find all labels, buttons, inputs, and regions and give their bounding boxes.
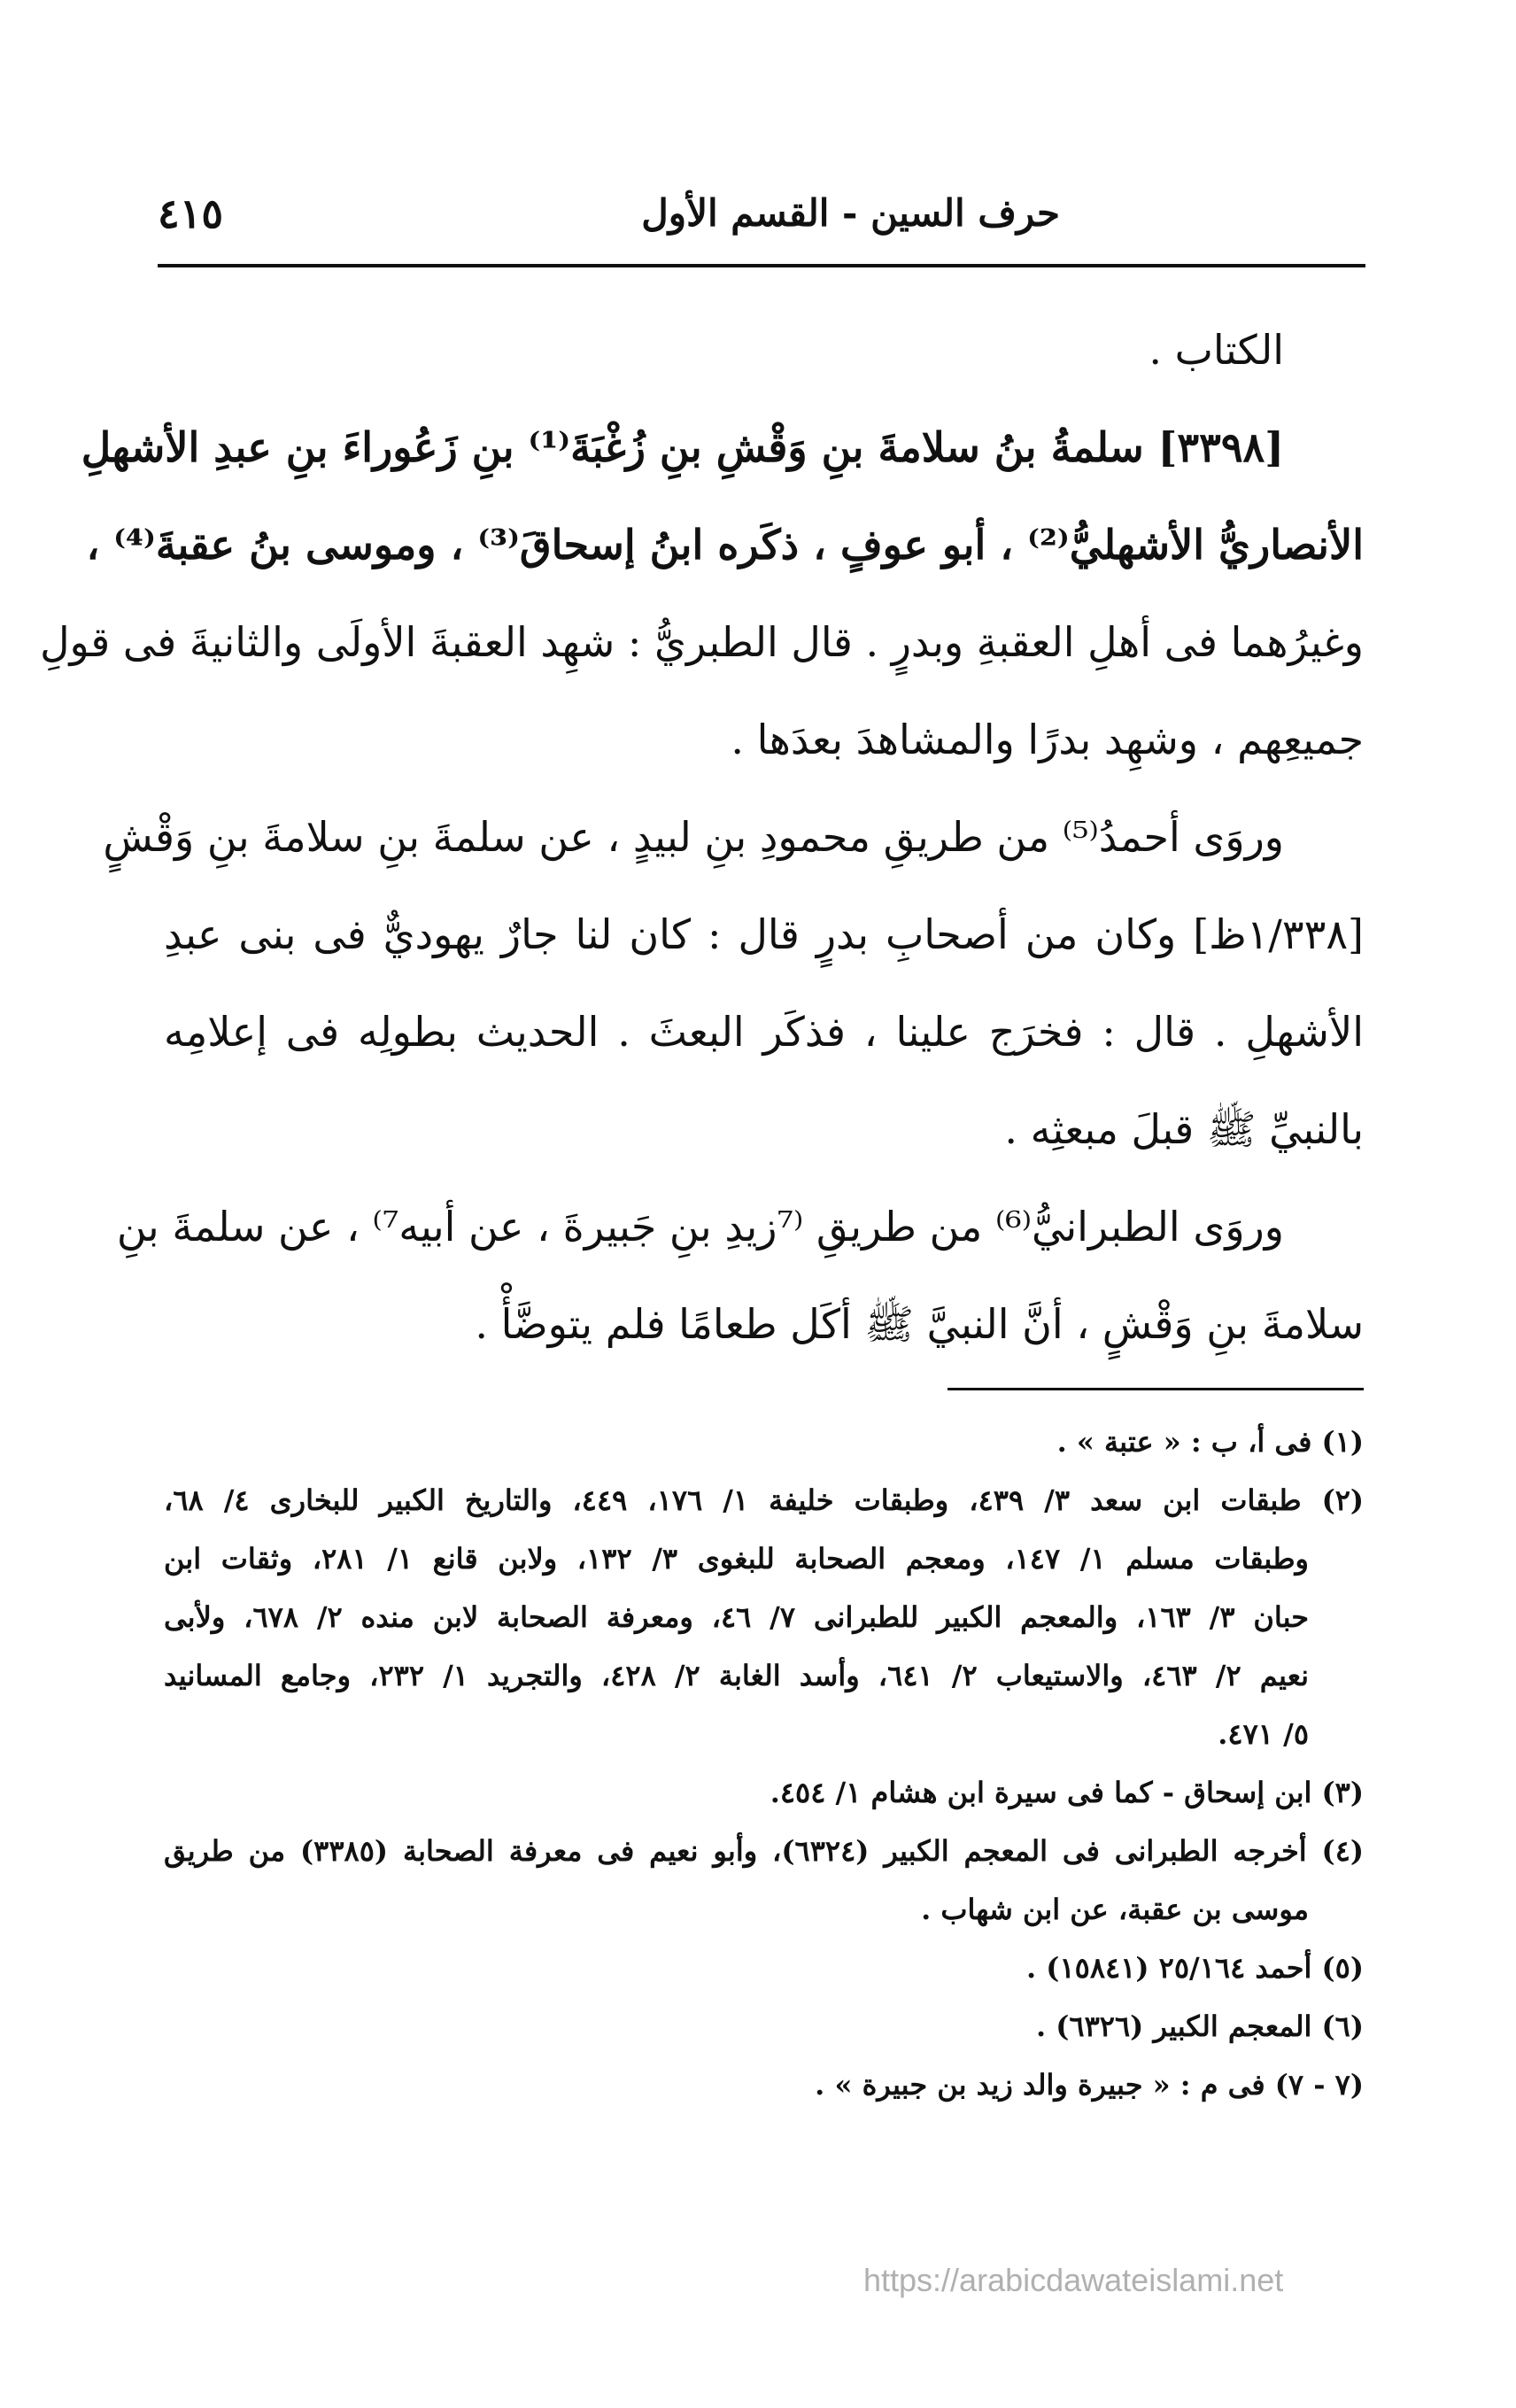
text-line: بالنبيِّ ﷺ قبلَ مبعثِه . [1004, 1105, 1364, 1153]
footnote-line: وطبقات مسلم ١/ ١٤٧، ومعجم الصحابة للبغوى ٣/ ١٣٢، ولابن قانع ١/ ٢٨١، وثقات ابن [164, 1542, 1309, 1576]
text-line: وروَى أحمدُ⁽⁵⁾ من طريقِ محمودِ بنِ لبيدٍ ، عن سلمةَ بنِ سلامةَ بنِ وَقْشٍ [103, 813, 1284, 861]
header-rule [158, 264, 1365, 267]
footnote-line: (٦) المعجم الكبير (٦٣٢٦) . [1035, 2009, 1364, 2043]
footnote-rule [948, 1388, 1364, 1390]
footnote-line: (٧ - ٧) فى م : « جبيرة والد زيد بن جبيرة » . [815, 2068, 1364, 2102]
text-line: الكتاب . [1149, 326, 1284, 374]
footnote-line: (٢) طبقات ابن سعد ٣/ ٤٣٩، وطبقات خليفة ١/ ١٧٦، ٤٤٩، والتاريخ الكبير للبخارى ٤/ ٦٨، [164, 1483, 1365, 1517]
text-line: سلامةَ بنِ وَقْشٍ ، أنَّ النبيَّ ﷺ أكَل طعامًا فلم يتوضَّأْ . [475, 1300, 1364, 1348]
text-line: [١/٣٣٨ظ] وكان من أصحابِ بدرٍ قال : كان لنا جارٌ يهوديٌّ فى بنى عبدِ [164, 910, 1364, 958]
text-line: جميعِهم ، وشهِد بدرًا والمشاهدَ بعدَها . [731, 716, 1364, 763]
text-line: وروَى الطبرانيُّ⁽⁶⁾ من طريقِ ⁽⁷زيدِ بنِ جَبيرةَ ، عن أبيه⁷⁾ ، عن سلمةَ بنِ [116, 1203, 1284, 1250]
footnote-line: موسى بن عقبة، عن ابن شهاب . [921, 1893, 1309, 1926]
main-text [40, 301, 1364, 1373]
footnote-line: (٤) أخرجه الطبرانى فى المعجم الكبير (٦٣٢٤)، وأبو نعيم فى معرفة الصحابة (٣٣٨٥) من طريق [164, 1834, 1365, 1868]
watermark-url: https://arabicdawateislami.net [863, 2262, 1284, 2298]
footnote-line: ٥/ ٤٧١. [1218, 1717, 1309, 1751]
footnote-line: (٥) أحمد ٢٥/١٦٤ (١٥٨٤١) . [1026, 1951, 1364, 1985]
text-line: وغيرُهما فى أهلِ العقبةِ وبدرٍ . قال الطبريُّ : شهِد العقبةَ الأولَى والثانيةَ فى قولِ [40, 618, 1364, 666]
running-header [158, 175, 1365, 255]
header-title: حرف السين - القسم الأول [641, 191, 1060, 235]
entry-heading-line: [٣٣٩٨] سلمةُ بنُ سلامةَ بنِ وَقْشِ بنِ زُغْبَةَ⁽¹⁾ بنِ زَعُوراءَ بنِ عبدِ الأشهلِ [81, 423, 1284, 471]
footnote-line: (٣) ابن إسحاق - كما فى سيرة ابن هشام ١/ ٤٥٤. [770, 1776, 1364, 1809]
footnotes [164, 1413, 1364, 2114]
entry-heading-line: الأنصاريُّ الأشهليُّ⁽²⁾ ، أبو عوفٍ ، ذكَره ابنُ إسحاقَ⁽³⁾ ، وموسى بنُ عقبةَ⁽⁴⁾ ، [86, 521, 1364, 569]
text-line: الأشهلِ . قال : فخرَج علينا ، فذكَر البعثَ . الحديث بطولِه فى إعلامِه [164, 1008, 1364, 1056]
page-number: ٤١٥ [158, 190, 224, 237]
footnote-line: حبان ٣/ ١٦٣، والمعجم الكبير للطبرانى ٧/ ٤٦، ومعرفة الصحابة لابن منده ٢/ ٦٧٨، ولأبى [164, 1600, 1310, 1634]
footnote-line: نعيم ٢/ ٤٦٣، والاستيعاب ٢/ ٦٤١، وأسد الغابة ٢/ ٤٢٨، والتجريد ١/ ٢٣٢، وجامع المسانيد [164, 1659, 1310, 1692]
footnote-line: (١) فى أ، ب : « عتبة » . [1056, 1425, 1364, 1459]
